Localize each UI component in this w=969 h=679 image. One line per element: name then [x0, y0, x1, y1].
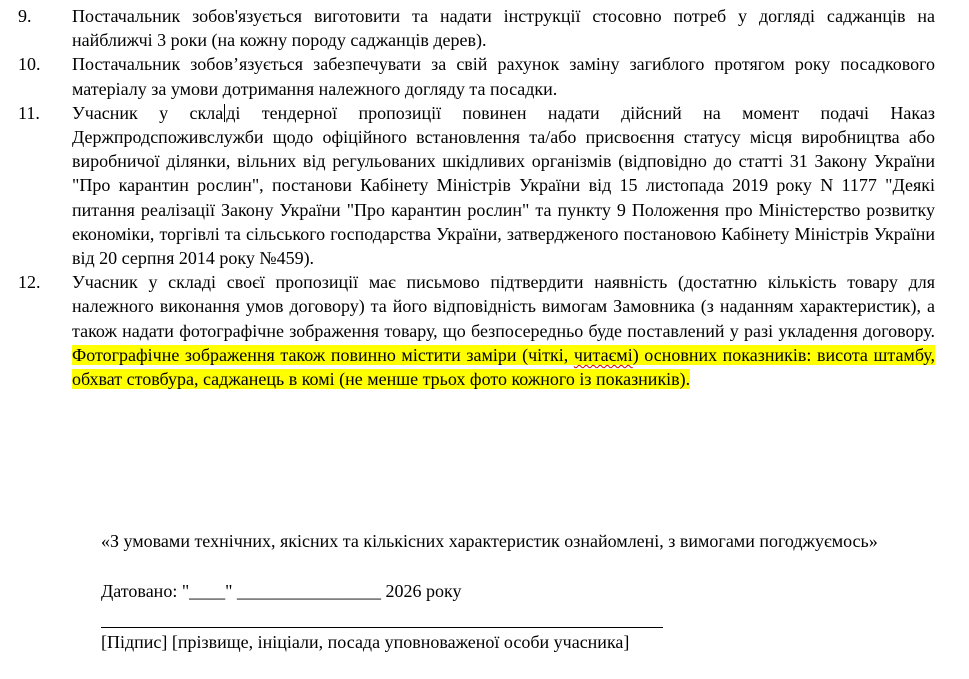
text-segment: ді тендерної пропозиції повинен надати дійсний на момент подачі Наказ Держпродспоживслужби щодо офіційного встановлення та/або присвоєння статусу місця виробництва або виробничої ділянки, вільних від регульованих шкідливих організмів (відповідно до статті 31 Закону України "Про карантин рослин", постанови Кабінету Міністрів України від 15 листопада 2019 року N 1177 "Деякі питання реалізації Закону України "Про карантин рослин" та пункту 9 Положення про Міністерство розвитку економіки, торгівлі та сільського господарства України, затвердженого постановою Кабінету Міністрів України від 20 серпня 2014 року №459).: [72, 102, 935, 269]
numbered-list: [18, 4, 935, 391]
list-item-text[interactable]: Постачальник зобов'язується виготовити та надати інструкції стосовно потреб у догляді саджанців на найближчі 3 роки (на кожну породу саджанців дерев).: [72, 6, 935, 51]
signature-caption[interactable]: [Підпис] [прізвище, ініціали, посада уповноваженої особи учасника]: [101, 632, 630, 652]
date-line[interactable]: Датовано: "____" ________________ 2026 року: [101, 581, 462, 601]
signature-line: [101, 627, 663, 628]
agreement-statement[interactable]: «З умовами технічних, якісних та кількісних характеристик ознайомлені, з вимогами погоджуємось»: [101, 531, 878, 551]
list-item-text[interactable]: [72, 101, 935, 270]
list-number: 11.: [18, 102, 40, 123]
list-number: 10.: [18, 54, 41, 75]
list-item-11: [18, 101, 935, 270]
list-number: 12.: [18, 272, 41, 293]
list-item-text[interactable]: Постачальник зобов’язується забезпечувати за свій рахунок заміну загиблого протягом року посадкового матеріалу за умови дотримання належного догляду та посадки.: [72, 54, 935, 99]
list-item-12: [18, 270, 935, 391]
list-item-text[interactable]: [72, 270, 935, 391]
highlighted-text: ) основних показників: висота штамбу, обхват стовбура, саджанець в комі (не менше трьох фото кожного із показників).: [72, 344, 935, 390]
list-item-10: [18, 52, 935, 100]
highlighted-text: Фотографічне зображення також повинно містити заміри (чіткі,: [72, 344, 574, 365]
text-segment: Учасник у скла: [72, 102, 224, 123]
misspelled-word[interactable]: читаємі: [573, 344, 633, 365]
text-segment: Учасник у складі своєї пропозиції має письмово підтвердити наявність (достатню кількість товару для належного виконання умов договору) та його відповідність вимогам Замовника (з наданням характеристик), а також надати фотографічне зображення товару, що безпосередньо буде поставлений у разі укладення договору.: [72, 272, 935, 341]
list-item-9: [18, 4, 935, 52]
list-number: 9.: [18, 6, 32, 26]
